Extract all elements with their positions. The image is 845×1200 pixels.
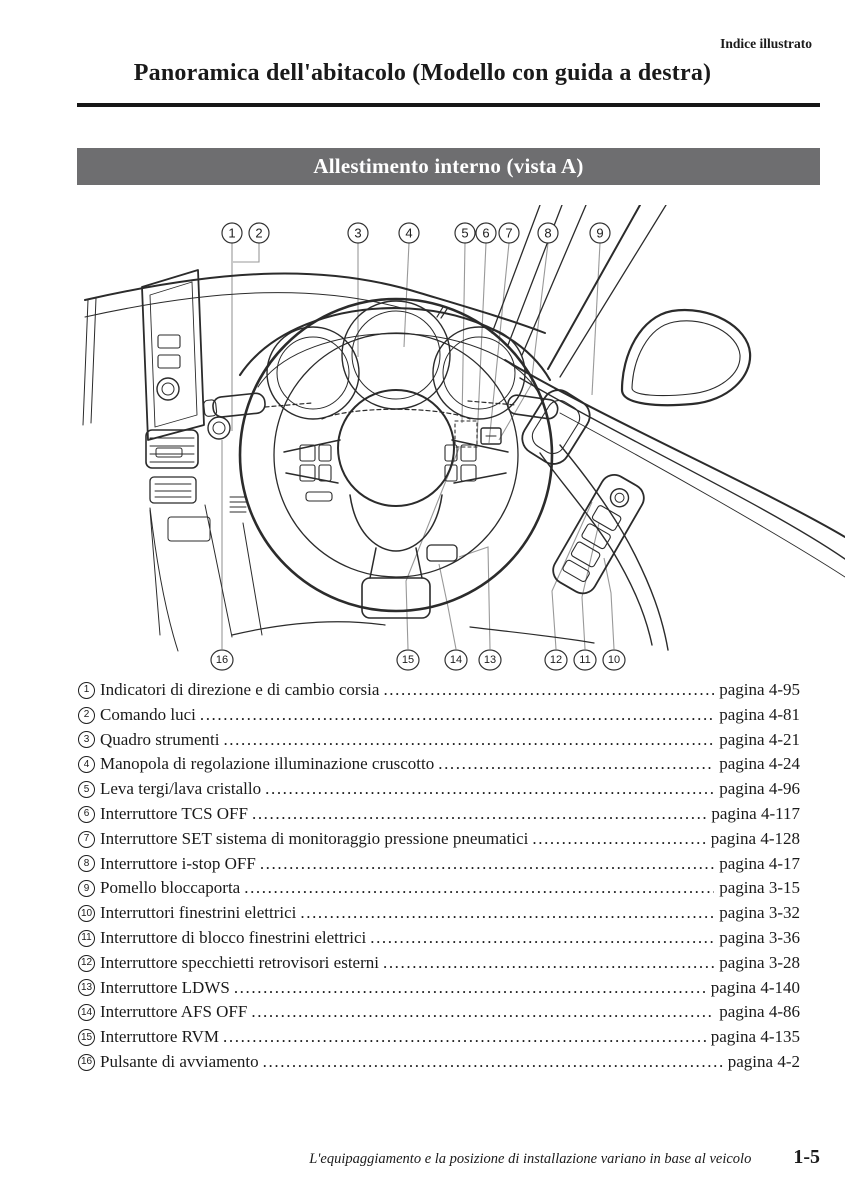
list-item — [78, 752, 800, 777]
index-list — [78, 678, 800, 1075]
item-dots-leader — [223, 728, 714, 753]
list-item — [78, 1050, 800, 1075]
item-page-ref: pagina 4-21 — [719, 729, 800, 749]
item-number-badge: 5 — [78, 781, 95, 798]
item-dots-leader — [370, 926, 714, 951]
dash-knob — [157, 378, 179, 400]
item-label: Quadro strumenti — [100, 729, 220, 749]
item-dots-leader — [260, 852, 714, 877]
dashboard-diagram — [0, 205, 845, 675]
item-label: Interruttore SET sistema di monitoraggio pressione pneumatici — [100, 828, 529, 848]
callout-10 — [603, 650, 625, 670]
item-page-ref: pagina 3-15 — [719, 878, 800, 898]
item-label: Interruttore LDWS — [100, 977, 230, 997]
svg-text:10: 10 — [607, 654, 621, 666]
item-number-badge: 2 — [78, 707, 95, 724]
page-number: 1-5 — [793, 1146, 820, 1168]
item-label: Interruttore RVM — [100, 1027, 220, 1047]
wheel-buttons-left — [300, 445, 332, 501]
list-item — [78, 728, 800, 753]
callout-2 — [249, 223, 269, 243]
callout-8 — [538, 223, 558, 243]
item-dots-leader — [252, 802, 706, 827]
callouts — [211, 223, 625, 670]
list-item — [78, 951, 800, 976]
item-page-ref: pagina 4-140 — [710, 977, 800, 997]
item-page-ref: pagina 4-17 — [719, 853, 800, 873]
item-page-ref: pagina 4-24 — [719, 754, 800, 774]
wiper-stalk — [507, 394, 559, 420]
svg-text:13: 13 — [483, 654, 497, 666]
item-number-badge: 10 — [78, 905, 95, 922]
item-dots-leader — [383, 678, 714, 703]
item-label: Interruttore di blocco finestrini elettrici — [100, 927, 367, 947]
list-item — [78, 802, 800, 827]
door-lock-knob — [607, 485, 632, 510]
item-number-badge: 7 — [78, 831, 95, 848]
item-number-badge: 1 — [78, 682, 95, 699]
title-rule — [77, 103, 820, 107]
callout-11 — [574, 650, 596, 670]
item-label: Interruttori finestrini elettrici — [100, 903, 297, 923]
svg-text:11: 11 — [579, 654, 591, 666]
item-number-badge: 4 — [78, 756, 95, 773]
item-label: Interruttore TCS OFF — [100, 803, 248, 823]
item-label: Leva tergi/lava cristallo — [100, 779, 262, 799]
list-item — [78, 876, 800, 901]
airbag-hub — [338, 390, 454, 506]
left-dash — [142, 270, 262, 651]
item-label: Pulsante di avviamento — [100, 1051, 259, 1071]
callout-5 — [455, 223, 475, 243]
item-page-ref: pagina 3-28 — [719, 952, 800, 972]
item-dots-leader — [300, 901, 714, 926]
list-item — [78, 703, 800, 728]
turn-signal-stalk — [203, 392, 266, 418]
svg-text:6: 6 — [482, 225, 490, 241]
item-number-badge: 12 — [78, 955, 95, 972]
item-label: Manopola di regolazione illuminazione cruscotto — [100, 754, 435, 774]
page-title: Panoramica dell'abitacolo (Modello con guida a destra) — [133, 60, 712, 86]
item-number-badge: 6 — [78, 806, 95, 823]
item-number-badge: 13 — [78, 979, 95, 996]
item-label: Pomello bloccaporta — [100, 878, 241, 898]
item-page-ref: pagina 4-2 — [727, 1051, 800, 1071]
callout-9 — [590, 223, 610, 243]
item-dots-leader — [532, 827, 705, 852]
callout-1 — [222, 223, 242, 243]
item-page-ref: pagina 3-32 — [719, 903, 800, 923]
svg-text:16: 16 — [215, 654, 229, 666]
leader-lines — [222, 243, 614, 649]
svg-text:15: 15 — [401, 654, 415, 666]
item-number-badge: 9 — [78, 880, 95, 897]
list-item — [78, 976, 800, 1001]
item-page-ref: pagina 4-95 — [719, 680, 800, 699]
list-item — [78, 1000, 800, 1025]
svg-text:7: 7 — [505, 225, 513, 241]
svg-text:3: 3 — [354, 225, 362, 241]
item-dots-leader — [383, 951, 714, 976]
footer — [77, 1146, 820, 1169]
item-label: Interruttore AFS OFF — [100, 1002, 248, 1022]
callout-7 — [499, 223, 519, 243]
wheel-buttons-right — [445, 445, 476, 481]
section-banner: Allestimento interno (vista A) — [77, 148, 820, 185]
lower-dash-switch — [427, 545, 457, 561]
callout-6 — [476, 223, 496, 243]
item-dots-leader — [223, 1025, 706, 1050]
svg-text:12: 12 — [549, 654, 563, 666]
list-item — [78, 926, 800, 951]
footer-note: L'equipaggiamento e la posizione di installazione variano in base al veicolo — [309, 1151, 752, 1167]
list-item — [78, 1025, 800, 1050]
item-page-ref: pagina 3-36 — [719, 927, 800, 947]
item-dots-leader — [234, 976, 706, 1001]
item-number-badge: 16 — [78, 1054, 95, 1071]
header-note: Indice illustrato — [720, 36, 812, 51]
window-switch-panel — [548, 470, 649, 599]
start-button — [208, 417, 230, 439]
svg-text:9: 9 — [596, 225, 604, 241]
item-page-ref: pagina 4-135 — [710, 1027, 800, 1047]
svg-text:1: 1 — [228, 225, 236, 241]
item-dots-leader — [251, 1000, 714, 1025]
item-number-badge: 11 — [78, 930, 95, 947]
item-label: Interruttore i-stop OFF — [100, 853, 256, 873]
item-label: Interruttore specchietti retrovisori esterni — [100, 952, 379, 972]
item-label: Indicatori di direzione e di cambio corsia — [100, 680, 380, 699]
item-page-ref: pagina 4-81 — [719, 704, 800, 724]
item-dots-leader — [200, 703, 714, 728]
svg-text:5: 5 — [461, 225, 469, 241]
callout-3 — [348, 223, 368, 243]
svg-text:8: 8 — [544, 225, 552, 241]
svg-text:14: 14 — [449, 654, 463, 666]
door-panel — [540, 445, 668, 650]
side-mirror — [622, 310, 750, 405]
item-dots-leader — [244, 876, 714, 901]
item-dots-leader — [263, 1050, 723, 1075]
list-item — [78, 852, 800, 877]
callout-4 — [399, 223, 419, 243]
item-number-badge: 3 — [78, 731, 95, 748]
item-number-badge: 15 — [78, 1029, 95, 1046]
item-label: Comando luci — [100, 704, 196, 724]
list-item — [78, 777, 800, 802]
item-dots-leader — [438, 752, 714, 777]
steering-wheel — [240, 299, 552, 618]
item-number-badge: 8 — [78, 855, 95, 872]
item-page-ref: pagina 4-117 — [711, 803, 800, 823]
door-frame — [505, 360, 845, 577]
list-item — [78, 827, 800, 852]
list-item — [78, 678, 800, 703]
callout-14 — [445, 650, 467, 670]
callout-13 — [479, 650, 501, 670]
callout-16 — [211, 650, 233, 670]
svg-text:2: 2 — [255, 225, 263, 241]
item-page-ref: pagina 4-86 — [719, 1002, 800, 1022]
callout-15 — [397, 650, 419, 670]
air-vent — [146, 430, 198, 468]
item-page-ref: pagina 4-128 — [710, 828, 800, 848]
item-dots-leader — [265, 777, 714, 802]
item-number-badge: 14 — [78, 1004, 95, 1021]
item-page-ref: pagina 4-96 — [719, 779, 800, 799]
list-item — [78, 901, 800, 926]
callout-12 — [545, 650, 567, 670]
svg-text:4: 4 — [405, 225, 413, 241]
